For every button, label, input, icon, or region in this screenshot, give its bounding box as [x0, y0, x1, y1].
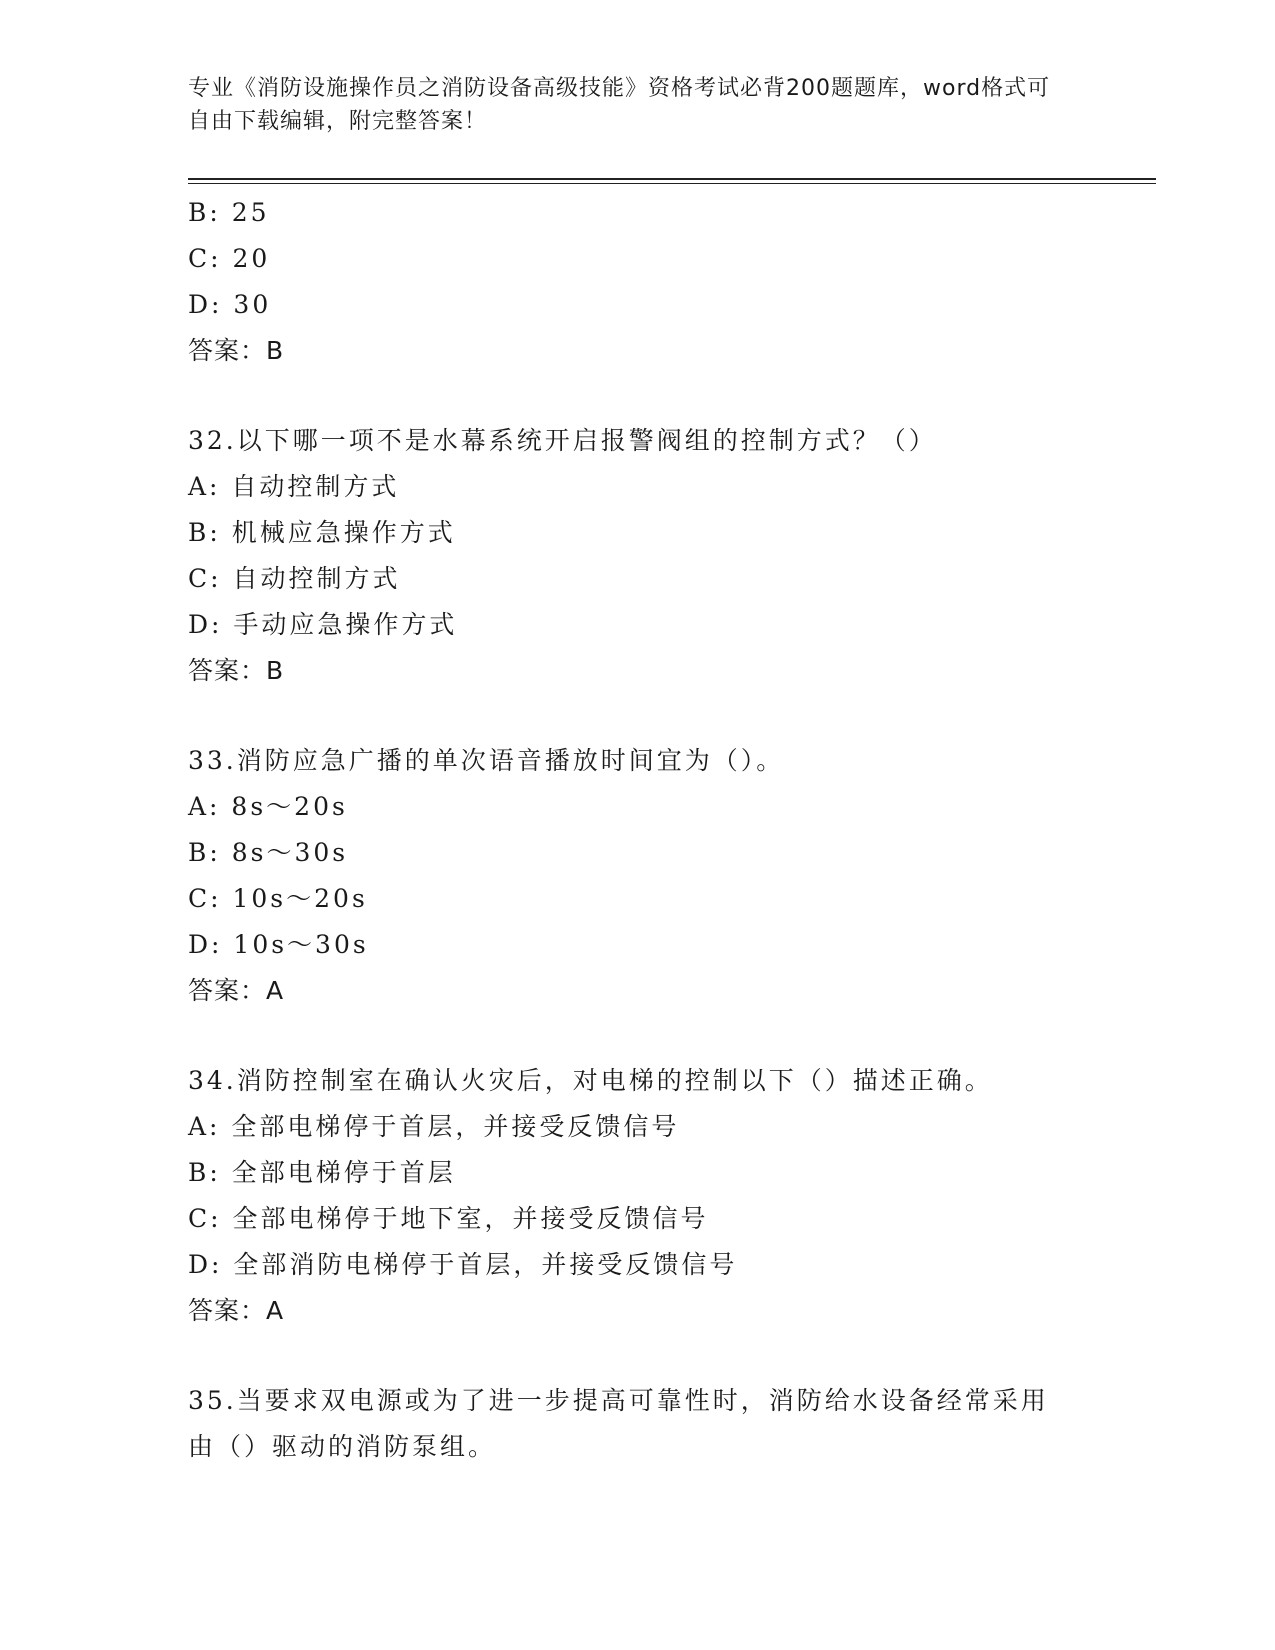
header-divider-thin — [188, 183, 1156, 184]
question-text: 35.当要求双电源或为了进一步提高可靠性时，消防给水设备经常采用由（）驱动的消防泵组。 — [188, 1386, 1049, 1461]
option-c: C: 10s～20s — [188, 884, 368, 913]
option-c: C: 20 — [188, 244, 271, 273]
question-text: 33.消防应急广播的单次语音播放时间宜为（）。 — [188, 746, 785, 775]
question-text: 34.消防控制室在确认火灾后，对电梯的控制以下（）描述正确。 — [188, 1066, 993, 1095]
question-34 — [188, 1058, 1088, 1334]
question-list — [188, 190, 1088, 1470]
question-31-tail — [188, 190, 1088, 374]
option-a: A: 自动控制方式 — [188, 472, 400, 501]
document-header: 专业《消防设施操作员之消防设备高级技能》资格考试必背200题题库，word格式可自由下载编辑，附完整答案！ — [188, 76, 1051, 134]
question-32 — [188, 418, 1088, 694]
question-33 — [188, 738, 1088, 1014]
option-b: B: 机械应急操作方式 — [188, 518, 456, 547]
option-d: D: 手动应急操作方式 — [188, 610, 458, 639]
answer-label: 答案：A — [188, 1296, 285, 1325]
question-35 — [188, 1378, 1088, 1470]
option-d: D: 30 — [188, 290, 272, 319]
answer-label: 答案：B — [188, 336, 285, 365]
answer-label: 答案：B — [188, 656, 285, 685]
option-c: C: 自动控制方式 — [188, 564, 401, 593]
option-b: B: 25 — [188, 198, 270, 227]
header-divider-thick — [188, 178, 1156, 180]
option-b: B: 全部电梯停于首层 — [188, 1158, 456, 1187]
option-d: D: 10s～30s — [188, 930, 369, 959]
answer-label: 答案：A — [188, 976, 285, 1005]
option-a: A: 全部电梯停于首层，并接受反馈信号 — [188, 1112, 680, 1141]
question-text: 32.以下哪一项不是水幕系统开启报警阀组的控制方式？（） — [188, 426, 937, 455]
option-c: C: 全部电梯停于地下室，并接受反馈信号 — [188, 1204, 709, 1233]
option-a: A: 8s～20s — [188, 792, 348, 821]
option-d: D: 全部消防电梯停于首层，并接受反馈信号 — [188, 1250, 738, 1279]
option-b: B: 8s～30s — [188, 838, 349, 867]
